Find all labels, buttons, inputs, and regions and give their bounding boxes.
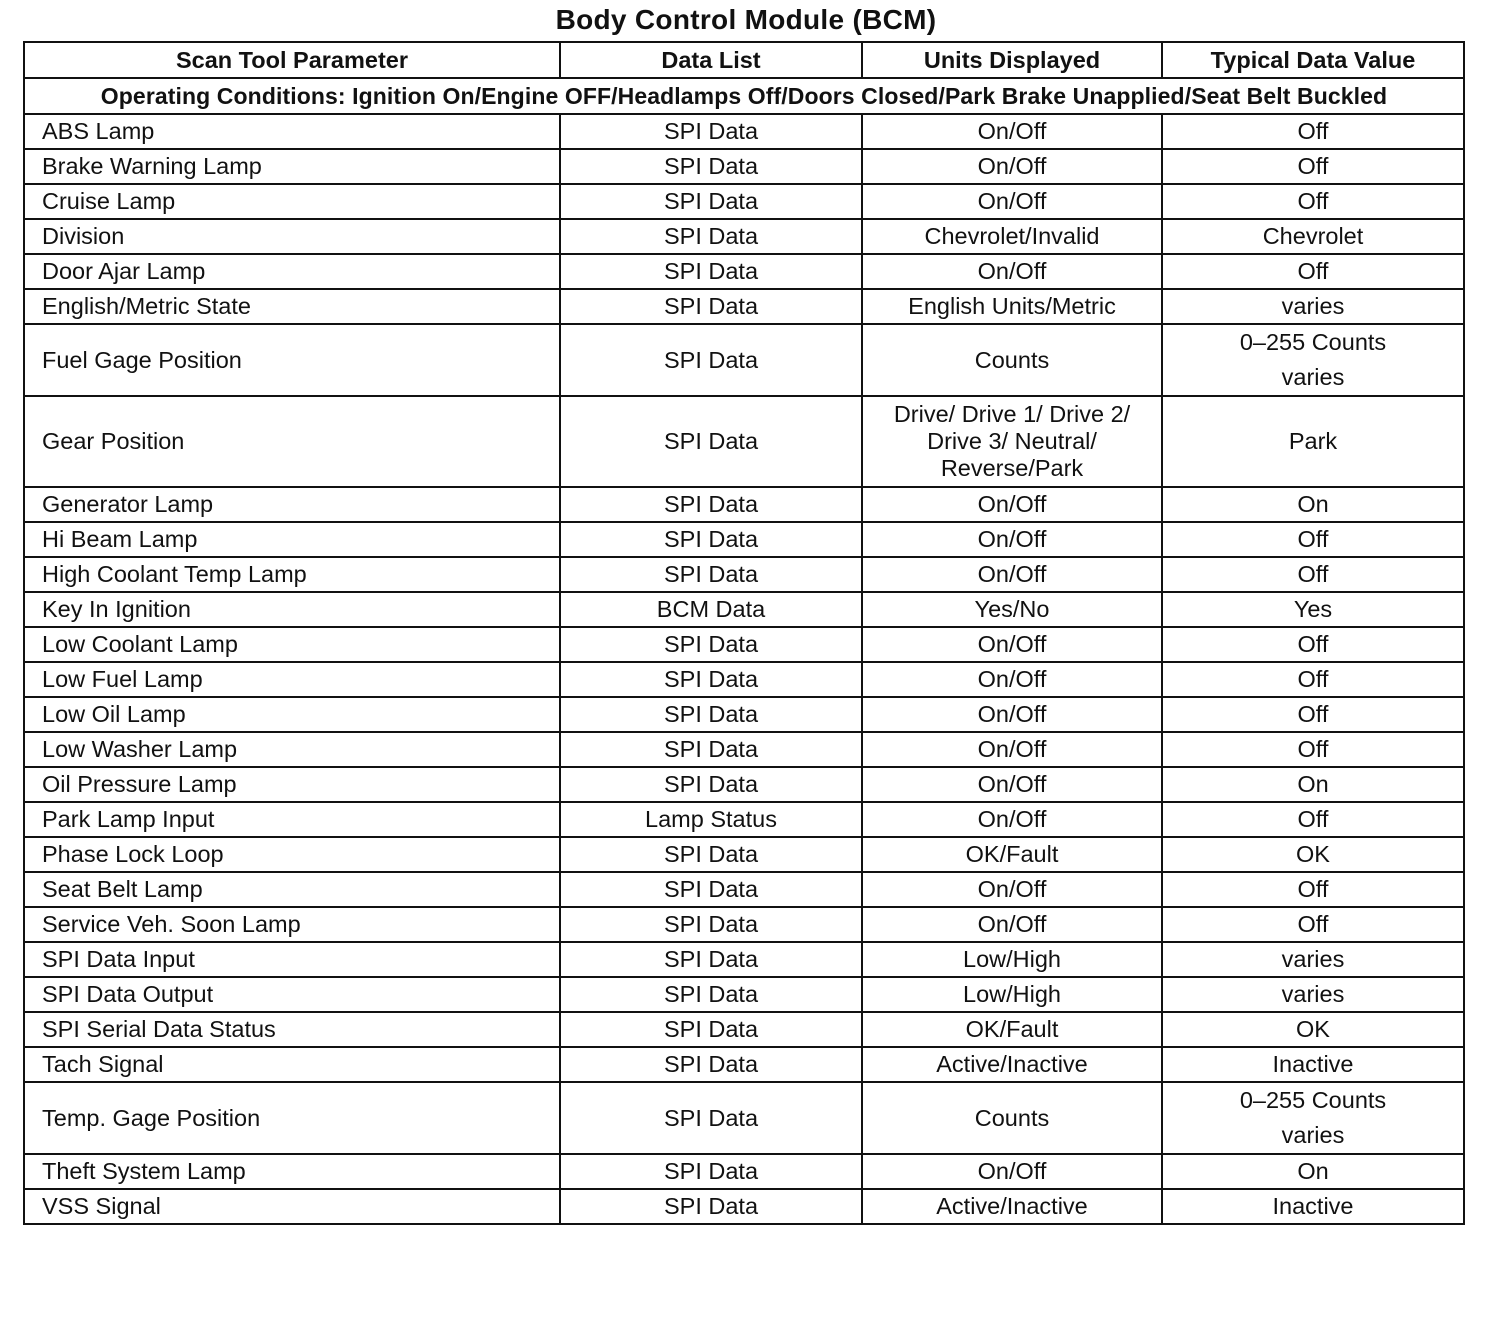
cell-data-list: SPI Data (560, 697, 862, 732)
cell-parameter: Low Coolant Lamp (24, 627, 560, 662)
cell-parameter: Theft System Lamp (24, 1154, 560, 1189)
cell-units-displayed: Low/High (862, 942, 1162, 977)
table-row (24, 697, 1464, 732)
cell-data-list: SPI Data (560, 184, 862, 219)
table-row (24, 324, 1464, 396)
cell-data-list: SPI Data (560, 1012, 862, 1047)
cell-data-list: SPI Data (560, 1154, 862, 1189)
cell-typical-data-value: OK (1162, 837, 1464, 872)
cell-typical-data-value: Off (1162, 557, 1464, 592)
cell-parameter: Low Fuel Lamp (24, 662, 560, 697)
cell-units-displayed: On/Off (862, 557, 1162, 592)
cell-data-list: SPI Data (560, 907, 862, 942)
cell-typical-data-value: Chevrolet (1162, 219, 1464, 254)
cell-data-list: SPI Data (560, 627, 862, 662)
cell-units-displayed: Counts (862, 1082, 1162, 1154)
cell-data-list: Lamp Status (560, 802, 862, 837)
cell-data-list: SPI Data (560, 732, 862, 767)
cell-parameter: Low Oil Lamp (24, 697, 560, 732)
cell-typical-data-value (1162, 324, 1464, 396)
cell-typical-data-value: Off (1162, 522, 1464, 557)
cell-units-displayed: On/Off (862, 522, 1162, 557)
bcm-data-table (23, 41, 1465, 1225)
table-row (24, 219, 1464, 254)
cell-parameter: Phase Lock Loop (24, 837, 560, 872)
table-row (24, 872, 1464, 907)
cell-parameter: Generator Lamp (24, 487, 560, 522)
cell-data-list: SPI Data (560, 149, 862, 184)
cell-units-displayed: Chevrolet/Invalid (862, 219, 1162, 254)
units-line: Drive 3/ Neutral/ (927, 428, 1097, 454)
cell-parameter: Low Washer Lamp (24, 732, 560, 767)
cell-data-list: SPI Data (560, 324, 862, 396)
cell-units-displayed: On/Off (862, 114, 1162, 149)
table-row (24, 592, 1464, 627)
cell-units-displayed: Active/Inactive (862, 1189, 1162, 1224)
cell-typical-data-value: Off (1162, 254, 1464, 289)
header-units-displayed: Units Displayed (862, 42, 1162, 78)
cell-parameter: English/Metric State (24, 289, 560, 324)
table-row (24, 1189, 1464, 1224)
cell-typical-data-value: Off (1162, 697, 1464, 732)
cell-parameter: SPI Data Output (24, 977, 560, 1012)
table-row (24, 1047, 1464, 1082)
header-data-list: Data List (560, 42, 862, 78)
cell-data-list: BCM Data (560, 592, 862, 627)
cell-typical-data-value: Off (1162, 907, 1464, 942)
table-row (24, 907, 1464, 942)
cell-units-displayed: On/Off (862, 872, 1162, 907)
table-row (24, 522, 1464, 557)
cell-units-displayed: On/Off (862, 149, 1162, 184)
cell-parameter: Hi Beam Lamp (24, 522, 560, 557)
cell-parameter: Oil Pressure Lamp (24, 767, 560, 802)
table-row (24, 1082, 1464, 1154)
cell-parameter: Brake Warning Lamp (24, 149, 560, 184)
units-line: Reverse/Park (940, 455, 1084, 481)
table-row (24, 942, 1464, 977)
operating-conditions-row (24, 78, 1464, 114)
header-typical-data-value: Typical Data Value (1162, 42, 1464, 78)
table-row (24, 732, 1464, 767)
table-row (24, 1154, 1464, 1189)
table-row (24, 837, 1464, 872)
cell-parameter: Service Veh. Soon Lamp (24, 907, 560, 942)
units-line: Drive/ Drive 1/ Drive 2/ (893, 401, 1131, 427)
cell-units-displayed: On/Off (862, 1154, 1162, 1189)
cell-typical-data-value: Yes (1162, 592, 1464, 627)
cell-parameter: Gear Position (24, 396, 560, 487)
cell-parameter: Key In Ignition (24, 592, 560, 627)
cell-data-list: SPI Data (560, 662, 862, 697)
cell-parameter: High Coolant Temp Lamp (24, 557, 560, 592)
typical-value-line: 0–255 Counts (1239, 1087, 1387, 1113)
document-title: Body Control Module (BCM) (555, 4, 937, 35)
cell-typical-data-value: Off (1162, 184, 1464, 219)
cell-typical-data-value: Park (1162, 396, 1464, 487)
cell-typical-data-value: Inactive (1162, 1189, 1464, 1224)
cell-typical-data-value: Off (1162, 149, 1464, 184)
cell-parameter: Door Ajar Lamp (24, 254, 560, 289)
cell-data-list: SPI Data (560, 254, 862, 289)
cell-units-displayed: On/Off (862, 767, 1162, 802)
cell-typical-data-value: Off (1162, 872, 1464, 907)
cell-data-list: SPI Data (560, 1189, 862, 1224)
cell-typical-data-value: varies (1162, 942, 1464, 977)
cell-units-displayed: On/Off (862, 254, 1162, 289)
table-body (24, 78, 1464, 1224)
cell-data-list: SPI Data (560, 837, 862, 872)
table-row (24, 396, 1464, 487)
table-row (24, 289, 1464, 324)
cell-data-list: SPI Data (560, 767, 862, 802)
cell-data-list: SPI Data (560, 487, 862, 522)
table-row (24, 114, 1464, 149)
table-row (24, 767, 1464, 802)
cell-parameter: Park Lamp Input (24, 802, 560, 837)
header-scan-tool-parameter: Scan Tool Parameter (24, 42, 560, 78)
cell-units-displayed: On/Off (862, 184, 1162, 219)
cell-typical-data-value: Off (1162, 732, 1464, 767)
cell-units-displayed: Counts (862, 324, 1162, 396)
cell-data-list: SPI Data (560, 942, 862, 977)
table-row (24, 149, 1464, 184)
cell-parameter: Tach Signal (24, 1047, 560, 1082)
cell-data-list: SPI Data (560, 1047, 862, 1082)
cell-units-displayed: English Units/Metric (862, 289, 1162, 324)
typical-value-line: varies (1281, 1122, 1345, 1148)
cell-units-displayed (862, 396, 1162, 487)
table-row (24, 487, 1464, 522)
cell-units-displayed: Yes/No (862, 592, 1162, 627)
table-row (24, 977, 1464, 1012)
header-row (24, 42, 1464, 78)
cell-typical-data-value: Off (1162, 627, 1464, 662)
cell-units-displayed: On/Off (862, 732, 1162, 767)
cell-parameter: SPI Serial Data Status (24, 1012, 560, 1047)
cell-units-displayed: Low/High (862, 977, 1162, 1012)
cell-units-displayed: On/Off (862, 627, 1162, 662)
cell-units-displayed: On/Off (862, 487, 1162, 522)
table-row (24, 557, 1464, 592)
cell-parameter: Division (24, 219, 560, 254)
table-row (24, 184, 1464, 219)
operating-conditions: Operating Conditions: Ignition On/Engine OFF/Headlamps Off/Doors Closed/Park Brake Unapplied/Seat Belt Buckled (24, 78, 1464, 114)
cell-typical-data-value: varies (1162, 977, 1464, 1012)
table-row (24, 662, 1464, 697)
table-row (24, 254, 1464, 289)
cell-typical-data-value: Off (1162, 662, 1464, 697)
table-row (24, 1012, 1464, 1047)
cell-data-list: SPI Data (560, 557, 862, 592)
cell-typical-data-value: Off (1162, 802, 1464, 837)
cell-data-list: SPI Data (560, 872, 862, 907)
cell-parameter: Fuel Gage Position (24, 324, 560, 396)
cell-units-displayed: On/Off (862, 662, 1162, 697)
cell-units-displayed: Active/Inactive (862, 1047, 1162, 1082)
cell-typical-data-value: On (1162, 1154, 1464, 1189)
cell-units-displayed: On/Off (862, 697, 1162, 732)
cell-typical-data-value: Off (1162, 114, 1464, 149)
cell-typical-data-value (1162, 1082, 1464, 1154)
cell-typical-data-value: On (1162, 767, 1464, 802)
cell-data-list: SPI Data (560, 219, 862, 254)
cell-data-list: SPI Data (560, 522, 862, 557)
cell-typical-data-value: Inactive (1162, 1047, 1464, 1082)
cell-data-list: SPI Data (560, 977, 862, 1012)
typical-value-line: varies (1281, 364, 1345, 390)
cell-units-displayed: On/Off (862, 907, 1162, 942)
cell-data-list: SPI Data (560, 289, 862, 324)
cell-parameter: VSS Signal (24, 1189, 560, 1224)
table-row (24, 802, 1464, 837)
cell-parameter: SPI Data Input (24, 942, 560, 977)
cell-typical-data-value: On (1162, 487, 1464, 522)
cell-units-displayed: On/Off (862, 802, 1162, 837)
cell-parameter: Seat Belt Lamp (24, 872, 560, 907)
cell-data-list: SPI Data (560, 114, 862, 149)
cell-units-displayed: OK/Fault (862, 1012, 1162, 1047)
cell-data-list: SPI Data (560, 1082, 862, 1154)
cell-data-list: SPI Data (560, 396, 862, 487)
cell-typical-data-value: varies (1162, 289, 1464, 324)
cell-parameter: ABS Lamp (24, 114, 560, 149)
typical-value-line: 0–255 Counts (1239, 329, 1387, 355)
table-header (24, 42, 1464, 78)
cell-units-displayed: OK/Fault (862, 837, 1162, 872)
cell-parameter: Cruise Lamp (24, 184, 560, 219)
cell-typical-data-value: OK (1162, 1012, 1464, 1047)
table-row (24, 627, 1464, 662)
cell-parameter: Temp. Gage Position (24, 1082, 560, 1154)
